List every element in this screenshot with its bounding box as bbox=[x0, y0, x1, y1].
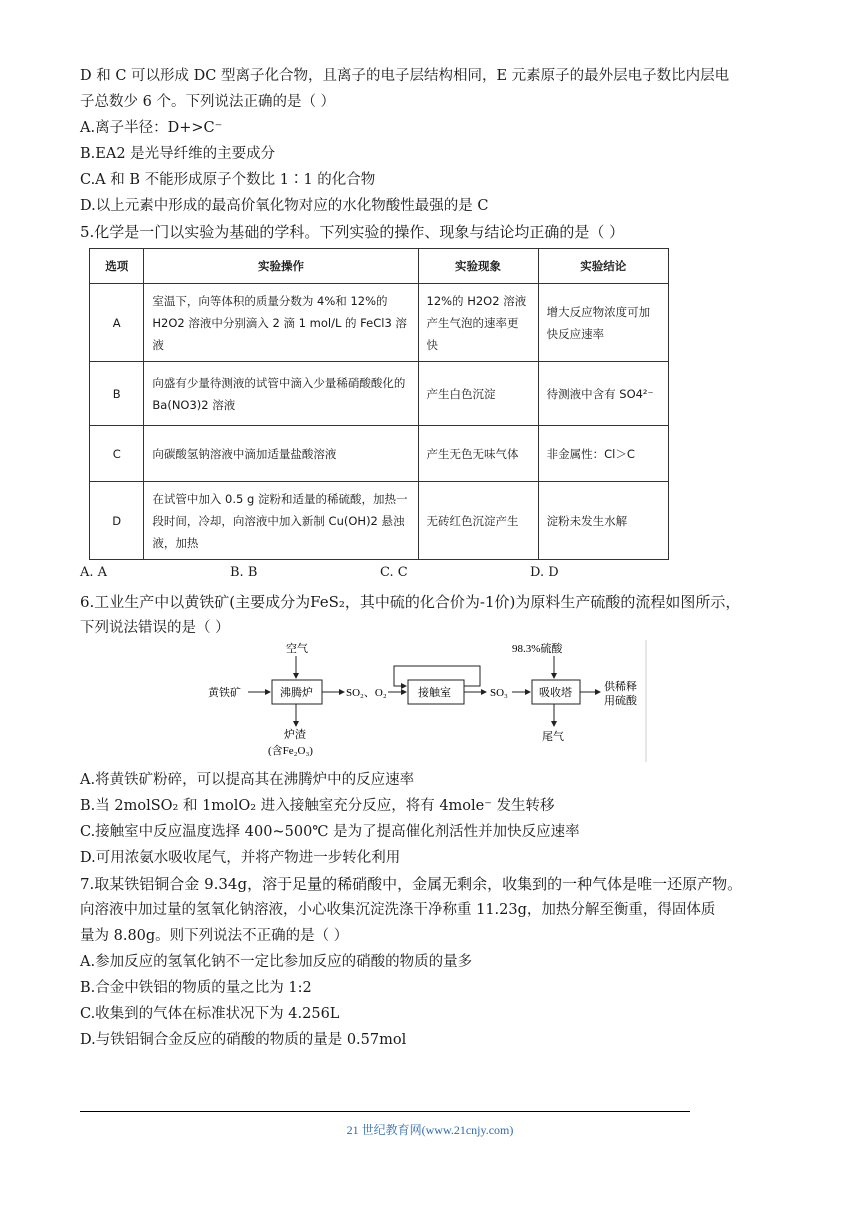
table-row bbox=[90, 482, 669, 560]
row-conclusion: 非金属性：Cl＞C bbox=[538, 426, 668, 482]
row-option: B bbox=[90, 362, 144, 426]
row-phenomenon: 无砖红色沉淀产生 bbox=[418, 482, 538, 560]
table-row bbox=[90, 426, 669, 482]
q7-option-b: B.合金中铁铝的物质的量之比为 1:2 bbox=[80, 980, 312, 996]
sulfuric-acid-flow-diagram bbox=[208, 640, 648, 762]
row-conclusion: 增大反应物浓度可加快反应速率 bbox=[538, 284, 668, 362]
row-operation: 室温下，向等体积的质量分数为 4%和 12%的 H2O2 溶液中分别滴入 2 滴 1 mol/L 的 FeCl3 溶液 bbox=[144, 284, 418, 362]
q7-option-a: A.参加反应的氢氧化钠不一定比参加反应的硝酸的物质的量多 bbox=[80, 954, 473, 970]
q4-option-b: B.EA2 是光导纤维的主要成分 bbox=[80, 146, 276, 162]
q5-choice-d: D. D bbox=[530, 565, 559, 580]
row-option: C bbox=[90, 426, 144, 482]
q7-option-c: C.收集到的气体在标准状况下为 4.256L bbox=[80, 1006, 340, 1022]
header-conclusion: 实验结论 bbox=[538, 249, 668, 284]
label-so3: SO₃ bbox=[490, 687, 508, 699]
label-acid: 98.3%硫酸 bbox=[512, 643, 563, 655]
row-phenomenon: 产生无色无味气体 bbox=[418, 426, 538, 482]
experiment-table bbox=[89, 248, 669, 560]
q6-option-c: C.接触室中反应温度选择 400~500℃ 是为了提高催化剂活性并加快反应速率 bbox=[80, 824, 580, 840]
footer-source: 21 世纪教育网(www.21cnjy.com) bbox=[346, 1123, 514, 1137]
label-absorber: 吸收塔 bbox=[539, 687, 572, 699]
label-gases: SO₂、O₂ bbox=[346, 687, 387, 699]
q7-stem-line3: 量为 8.80g。则下列说法不正确的是（ ） bbox=[80, 928, 349, 944]
q6-stem-line1: 6.工业生产中以黄铁矿(主要成分为FeS₂，其中硫的化合价为-1价)为原料生产硫酸的流程如图所示， bbox=[80, 593, 741, 611]
row-operation: 向碳酸氢钠溶液中滴加适量盐酸溶液 bbox=[144, 426, 418, 482]
row-phenomenon: 12%的 H2O2 溶液产生气泡的速率更快 bbox=[418, 284, 538, 362]
footer-rule bbox=[80, 1111, 690, 1112]
row-option: D bbox=[90, 482, 144, 560]
q6-option-d: D.可用浓氨水吸收尾气，并将产物进一步转化利用 bbox=[80, 850, 401, 866]
label-slag-note: (含Fe₂O₃) bbox=[268, 745, 313, 757]
label-contact: 接触室 bbox=[418, 687, 451, 699]
q5-choice-b: B. B bbox=[230, 565, 258, 580]
row-operation: 在试管中加入 0.5 g 淀粉和适量的稀硫酸，加热一段时间，冷却，向溶液中加入新制 Cu(OH)2 悬浊液，加热 bbox=[144, 482, 418, 560]
label-product-line2: 用硫酸 bbox=[604, 695, 637, 707]
label-slag: 炉渣 bbox=[284, 729, 306, 741]
label-tail-gas: 尾气 bbox=[542, 731, 564, 743]
row-operation: 向盛有少量待测液的试管中滴入少量稀硝酸酸化的 Ba(NO3)2 溶液 bbox=[144, 362, 418, 426]
q4-option-a: A.离子半径：D+>C⁻ bbox=[80, 120, 223, 136]
q4-stem-line2: 子总数少 6 个。下列说法正确的是（ ） bbox=[80, 94, 336, 110]
q6-option-b: B.当 2molSO₂ 和 1molO₂ 进入接触室充分反应，将有 4mole⁻ 发生转移 bbox=[80, 798, 555, 814]
row-conclusion: 淀粉未发生水解 bbox=[538, 482, 668, 560]
header-option: 选项 bbox=[90, 249, 144, 284]
table-row bbox=[90, 362, 669, 426]
header-phenomenon: 实验现象 bbox=[418, 249, 538, 284]
q4-stem-line1: D 和 C 可以形成 DC 型离子化合物，且离子的电子层结构相同，E 元素原子的最外层电子数比内层电 bbox=[80, 68, 730, 84]
q5-choice-a: A. A bbox=[80, 565, 108, 580]
q5-stem: 5.化学是一门以实验为基础的学科。下列实验的操作、现象与结论均正确的是（ ） bbox=[80, 223, 625, 241]
q7-stem-line2: 向溶液中加过量的氢氧化钠溶液，小心收集沉淀洗涤干净称重 11.23g，加热分解至衡重，得固体质 bbox=[80, 902, 716, 918]
q7-option-d: D.与铁铝铜合金反应的硝酸的物质的量是 0.57mol bbox=[80, 1032, 407, 1048]
q4-option-c: C.A 和 B 不能形成原子个数比 1∶1 的化合物 bbox=[80, 172, 376, 188]
table-row bbox=[90, 284, 669, 362]
q6-stem-line2: 下列说法错误的是（ ） bbox=[80, 620, 230, 636]
q5-choice-c: C. C bbox=[380, 565, 408, 580]
label-air: 空气 bbox=[286, 643, 308, 655]
row-conclusion: 待测液中含有 SO4²⁻ bbox=[538, 362, 668, 426]
label-ore: 黄铁矿 bbox=[208, 687, 241, 699]
row-option: A bbox=[90, 284, 144, 362]
label-furnace: 沸腾炉 bbox=[280, 687, 313, 699]
row-phenomenon: 产生白色沉淀 bbox=[418, 362, 538, 426]
q7-stem-line1: 7.取某铁铝铜合金 9.34g，溶于足量的稀硝酸中，金属无剩余，收集到的一种气体是唯一还原产物。 bbox=[80, 875, 743, 893]
label-product-line1: 供稀释 bbox=[604, 681, 637, 693]
table-header-row bbox=[90, 249, 669, 284]
header-operation: 实验操作 bbox=[144, 249, 418, 284]
q4-option-d: D.以上元素中形成的最高价氧化物对应的水化物酸性最强的是 C bbox=[80, 198, 489, 214]
q6-option-a: A.将黄铁矿粉碎，可以提高其在沸腾炉中的反应速率 bbox=[80, 772, 415, 788]
